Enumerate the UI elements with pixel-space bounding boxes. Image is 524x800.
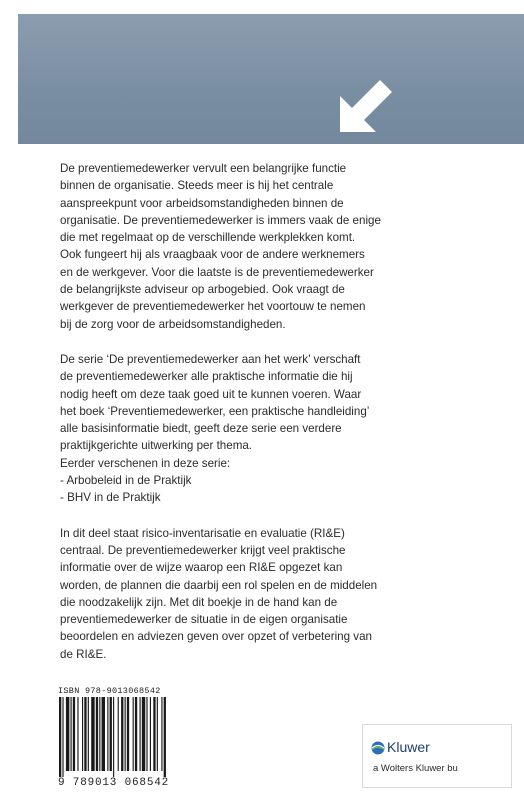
text-line: beoordelen en adviezen geven over opzet of verbetering van xyxy=(60,630,372,644)
publisher-subtitle: a Wolters Kluwer bu xyxy=(373,763,458,774)
barcode-bar xyxy=(121,697,123,771)
text-line: Ook fungeert hij als vraagbaak voor de andere werknemers xyxy=(60,248,365,262)
barcode-bar xyxy=(153,697,155,771)
barcode-bar xyxy=(84,697,86,771)
barcode-bar xyxy=(142,697,145,771)
barcode-bar xyxy=(71,697,72,771)
text-line: aanspreekpunt voor arbeidsomstandigheden binnen de xyxy=(60,196,344,210)
text-line: organisatie. De preventiemedewerker is immers vaak de enige xyxy=(60,213,381,227)
text-line: die met regelmaat op de verschillende werkplekken komt. xyxy=(60,231,356,245)
barcode-digits: 9 789013 068542 xyxy=(58,777,170,789)
barcode-bar xyxy=(110,697,112,771)
barcode-bar xyxy=(88,697,89,771)
barcode-bar xyxy=(91,697,94,771)
barcode-bar xyxy=(102,697,105,771)
barcode-bar xyxy=(107,697,108,771)
text-line: praktijkgerichte uitwerking per thema. xyxy=(60,439,253,453)
barcode-bar xyxy=(99,697,100,771)
header-band xyxy=(18,14,524,144)
list-item: - BHV in de Praktijk xyxy=(60,491,161,505)
barcode-bar xyxy=(113,697,114,777)
text-line: bij de zorg voor de arbeidsomstandigheden. xyxy=(60,317,286,331)
barcode-bar xyxy=(125,697,126,771)
barcode xyxy=(58,697,206,777)
text-line: preventiemedewerker de situatie in de eigen organisatie xyxy=(60,613,348,627)
text-line: werkgever de preventiemedewerker het voortouw te nemen xyxy=(60,300,366,314)
barcode-bar xyxy=(82,697,83,771)
barcode-bar xyxy=(66,697,69,771)
barcode-bar xyxy=(59,697,61,777)
barcode-bar xyxy=(164,697,166,777)
list-item: - Arbobeleid in de Praktijk xyxy=(60,474,192,488)
text-line: informatie over de wijze waarop een RI&E opgezet kan xyxy=(60,561,343,575)
barcode-bar xyxy=(135,697,137,771)
text-line: In dit deel staat risico-inventarisatie en evaluatie (RI&E) xyxy=(60,526,345,540)
text-line: worden, de plannen die daarbij een rol spelen en de middelen xyxy=(60,578,378,592)
barcode-bar xyxy=(127,697,129,771)
barcode-bar xyxy=(146,697,147,771)
barcode-bar xyxy=(118,697,119,771)
text-line: de belangrijkste adviseur op arbogebied. Ook vraagt de xyxy=(60,283,345,297)
barcode-bar xyxy=(77,697,78,771)
paragraph-series xyxy=(60,351,480,507)
barcode-bar xyxy=(62,697,63,777)
text-line: de RI&E. xyxy=(60,647,107,661)
text-line: De serie ‘De preventiemedewerker aan het werk’ verschaft xyxy=(60,352,361,366)
barcode-bar xyxy=(96,697,98,771)
publisher-name: Kluwer xyxy=(387,739,430,755)
barcode-bar xyxy=(157,697,158,771)
text-line: die noodzakelijk zijn. Met dit boekje in de hand kan de xyxy=(60,595,338,609)
publisher-logo-box xyxy=(362,724,512,788)
text-line: centraal. De preventiemedewerker krijgt veel praktische xyxy=(60,543,346,557)
text-line: binnen de organisatie. Steeds meer is hij het centrale xyxy=(60,179,334,193)
paragraph-content xyxy=(60,525,480,663)
arrow-down-left-icon xyxy=(338,78,394,134)
text-line: De preventiemedewerker vervult een belangrijke functie xyxy=(60,162,347,175)
barcode-bar xyxy=(150,697,151,771)
kluwer-globe-icon xyxy=(371,741,385,755)
barcode-bar xyxy=(140,697,141,771)
barcode-bar xyxy=(133,697,134,771)
isbn-label: ISBN 978-9013068542 xyxy=(58,686,161,696)
text-line: het boek ‘Preventiemedewerker, een praktische handleiding’ xyxy=(60,404,370,418)
barcode-bar xyxy=(161,697,162,771)
text-line: nodig heeft om deze taak goed uit te kunnen voeren. Waar xyxy=(60,387,362,401)
description-text xyxy=(60,160,480,681)
text-line: en de werkgever. Voor die laatste is de preventiemedewerker xyxy=(60,265,374,279)
text-line: de preventiemedewerker alle praktische informatie die hij xyxy=(60,370,353,384)
paragraph-intro xyxy=(60,160,480,333)
text-line: alle basisinformatie biedt, geeft deze serie een verdere xyxy=(60,422,342,436)
text-line: Eerder verschenen in deze serie: xyxy=(60,456,231,470)
barcode-bar xyxy=(73,697,75,771)
